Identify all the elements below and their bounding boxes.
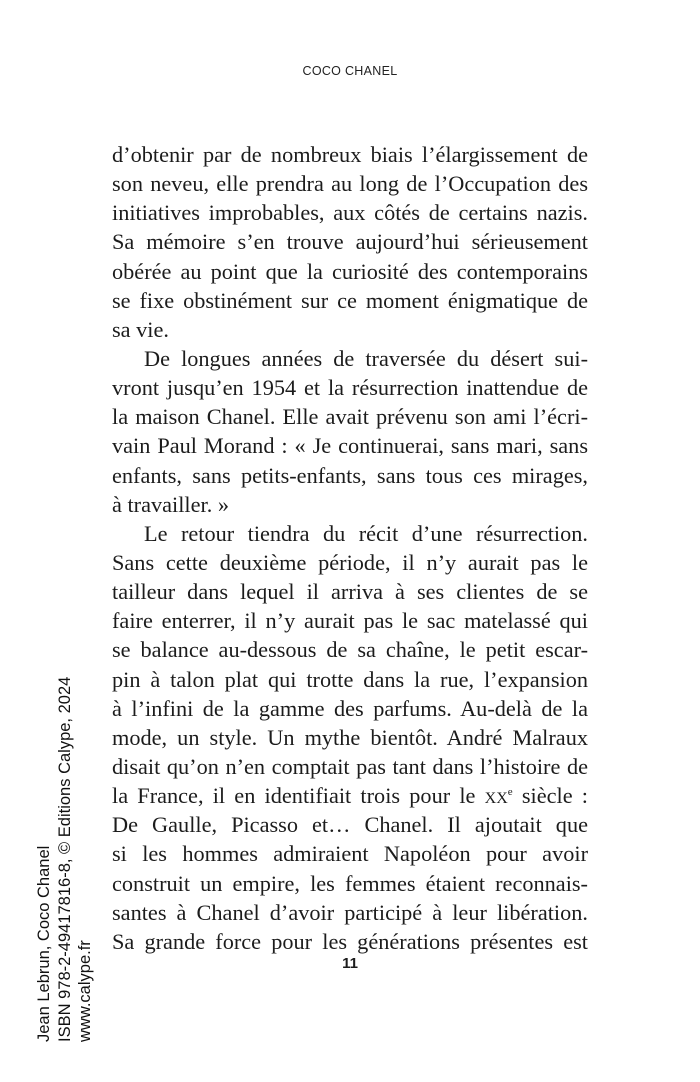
text-fragment: e bbox=[507, 786, 513, 799]
text-line: Sa grande force pour les générations présentes est bbox=[112, 928, 588, 954]
text-line: tailleur dans lequel il arriva à ses clientes de se bbox=[112, 579, 588, 605]
text-line: santes à Chanel d’avoir participé à leur libération. bbox=[112, 899, 588, 925]
text-line: Le retour tiendra du récit d’une résurrection. bbox=[144, 520, 588, 546]
text-line: vront jusqu’en 1954 et la résurrection inattendue de bbox=[112, 375, 588, 401]
text-line: De longues années de traversée du désert sui- bbox=[144, 345, 588, 371]
running-header: COCO CHANEL bbox=[302, 64, 398, 78]
text-line: se fixe obstinément sur ce moment énigmatique de bbox=[112, 287, 588, 313]
text-line: si les hommes admiraient Napoléon pour avoir bbox=[112, 841, 588, 867]
text-line bbox=[112, 781, 588, 810]
text-line: mode, un style. Un mythe bientôt. André Malraux bbox=[112, 724, 588, 750]
copyright-sidebar bbox=[34, 677, 96, 1042]
text-line: pin à talon plat qui trotte dans la rue, l’expansion bbox=[112, 666, 588, 692]
sidebar-isbn-copyright: ISBN 978-2-49417816-8, © Editions Calype, 2024 bbox=[55, 676, 74, 1042]
text-line: se balance au-dessous de sa chaîne, le petit escar- bbox=[112, 637, 588, 663]
text-line: initiatives improbables, aux côtés de certains nazis. bbox=[112, 200, 588, 226]
text-line: d’obtenir par de nombreux biais l’élargissement de bbox=[112, 142, 588, 167]
body-text bbox=[112, 140, 588, 956]
text-line: obérée au point que la curiosité des contemporains bbox=[112, 258, 588, 284]
text-line: à travailler. » bbox=[112, 491, 230, 517]
text-line: sa vie. bbox=[112, 316, 169, 342]
text-line: Sa mémoire s’en trouve aujourd’hui sérieusement bbox=[112, 229, 588, 255]
text-line: la maison Chanel. Elle avait prévenu son ami l’écri- bbox=[112, 404, 588, 430]
text-line: construit un empire, les femmes étaient reconnais- bbox=[112, 870, 588, 896]
text-line: disait qu’on n’en comptait pas tant dans l’histoire de bbox=[112, 753, 588, 779]
text-line: vain Paul Morand : « Je continuerai, sans mari, sans bbox=[112, 433, 588, 459]
text-fragment: la France, il en identifiait trois pour le bbox=[112, 783, 485, 809]
text-line: enfants, sans petits-enfants, sans tous ces mirages, bbox=[112, 462, 588, 488]
text-line: son neveu, elle prendra au long de l’Occupation des bbox=[112, 171, 588, 197]
sidebar-author-title: Jean Lebrun, Coco Chanel bbox=[35, 845, 53, 1042]
text-line: faire enterrer, il n’y aurait pas le sac matelassé qui bbox=[112, 608, 588, 634]
text-line: à l’infini de la gamme des parfums. Au-delà de la bbox=[112, 695, 588, 721]
text-fragment: siècle : bbox=[512, 783, 588, 809]
text-line: De Gaulle, Picasso et… Chanel. Il ajoutait que bbox=[112, 812, 588, 838]
text-fragment: xx bbox=[484, 783, 508, 809]
sidebar-website: www.calype.fr bbox=[76, 940, 94, 1042]
text-line: Sans cette deuxième période, il n’y aurait pas le bbox=[112, 549, 588, 575]
page-number: 11 bbox=[342, 955, 358, 972]
